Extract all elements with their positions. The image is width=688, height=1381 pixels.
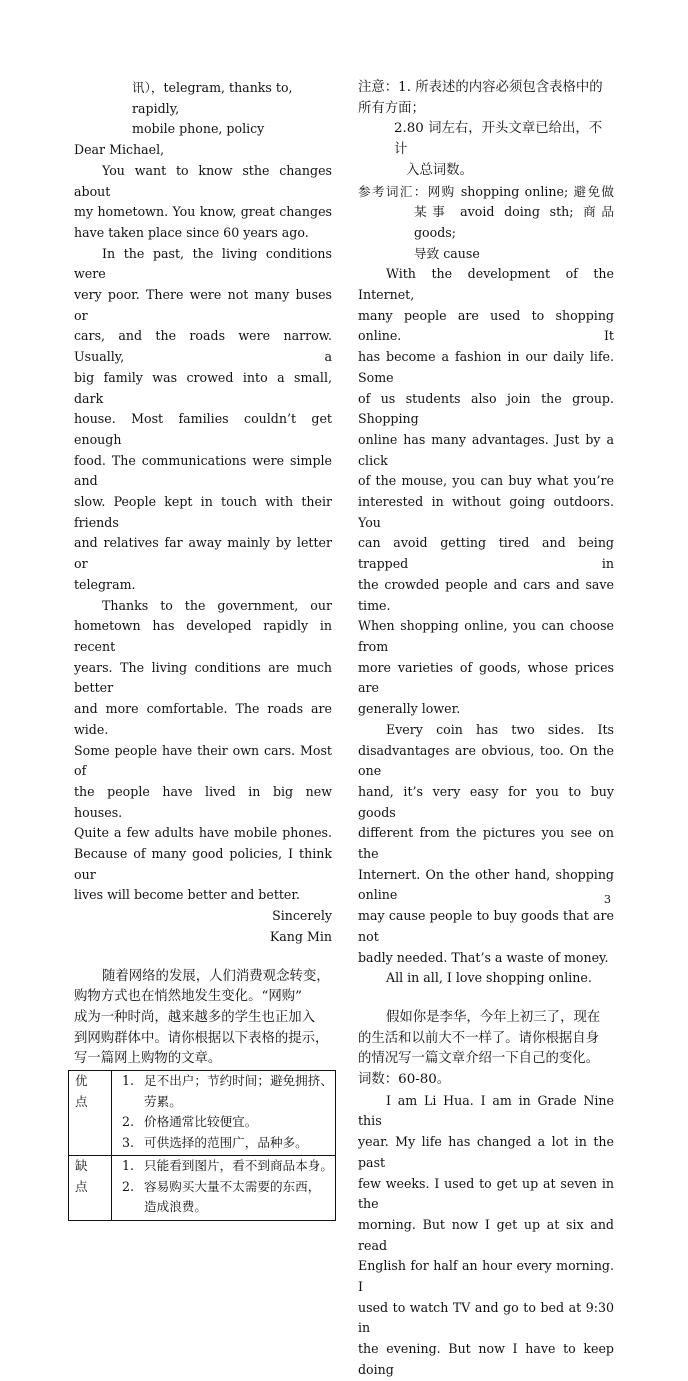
disadvantages-row <box>69 1156 336 1221</box>
text-line: Quite a few adults have mobile phones. <box>74 825 332 841</box>
task-intro <box>74 967 332 1071</box>
advantages-row <box>69 1071 336 1156</box>
text-line: 假如你是李华，今年上初三了，现在 <box>386 1009 601 1025</box>
text-line: English for half an hour every morning. I <box>358 1258 614 1295</box>
text-line: few weeks. I used to get up at seven in the <box>358 1175 614 1212</box>
text-line: of us students also join the group. Shopping <box>358 390 614 427</box>
text-line: badly needed. That’s a waste of money. <box>358 949 609 965</box>
text-line: Every coin has two sides. Its <box>386 721 614 737</box>
text-line: more varieties of goods, whose prices are <box>358 659 614 696</box>
text-line: used to watch TV and go to bed at 9:30 in <box>358 1299 614 1336</box>
text-line: cars, and the roads were narrow. Usually, a <box>74 328 332 365</box>
list-item: 1. 只能看到图片，看不到商品本身。 <box>122 1158 333 1174</box>
text-line: house. Most families couldn’t get enough <box>74 411 332 447</box>
left-column <box>74 78 332 1221</box>
text-line: 购物方式也在悄然地发生变化。“网购” <box>74 989 302 1005</box>
text-line: slow. People kept in touch with their friends <box>74 494 332 530</box>
text-line: and relatives far away mainly by letter or <box>74 535 332 572</box>
text-line: the crowded people and cars and save time. <box>358 576 614 613</box>
text-line: Some people have their own cars. Most of <box>74 742 332 779</box>
text-line: 导致 cause <box>414 245 480 261</box>
text-line: 随着网络的发展，人们消费观念转变， <box>102 968 330 984</box>
text-line: morning. But now I get up at six and read <box>358 1216 614 1253</box>
text-line: big family was crowed into a small, dark <box>74 369 332 406</box>
page-number: 3 <box>604 893 611 906</box>
disadvantages-list <box>112 1156 335 1220</box>
text-line: year. My life has changed a lot in the past <box>358 1134 614 1170</box>
disadvantages-label: 缺 点 <box>69 1156 112 1221</box>
text-line: of the mouse, you can buy what you’re <box>358 473 614 489</box>
text-line: 入总词数。 <box>406 162 473 178</box>
writing-notes <box>358 78 614 182</box>
text-line: my hometown. You know, great changes <box>74 204 332 220</box>
text-line: 参考词汇：网购 shopping online; 避免做 <box>358 183 614 199</box>
text-line: Internert. On the other hand, shopping online <box>358 866 614 903</box>
essay-paragraph-2 <box>358 720 614 968</box>
list-item: 2. 价格通常比较便宜。 <box>122 1114 258 1130</box>
disadvantages-list-cell <box>112 1156 336 1221</box>
letter-paragraph-2 <box>74 244 332 596</box>
text-line: many people are used to shopping online. It <box>358 307 614 344</box>
text-line: hand, it’s very easy for you to buy goods <box>358 783 614 820</box>
text-line: disadvantages are obvious, too. On the one <box>358 742 614 779</box>
vocab-hint-line: 讯），telegram, thanks to, rapidly, <box>132 80 293 116</box>
text-line: 的情况写一篇文章介绍一下自己的变化。 <box>358 1051 600 1067</box>
text-line: lives will become better and better. <box>74 887 301 903</box>
list-item: 3. 可供选择的范围广，品种多。 <box>122 1134 308 1150</box>
essay-2 <box>358 1091 614 1381</box>
advantages-list-cell <box>112 1071 336 1156</box>
essay-paragraph-3: All in all, I love shopping online. <box>386 970 592 986</box>
text-line: 词数：60-80。 <box>358 1072 451 1088</box>
vocab-hint-line: mobile phone, policy <box>132 121 265 137</box>
text-line: Because of many good policies, I think our <box>74 846 332 882</box>
text-line: When shopping online, you can choose from <box>358 618 614 654</box>
advantages-list <box>112 1071 335 1155</box>
text-line: In the past, the living conditions were <box>74 245 332 282</box>
right-column <box>358 78 614 1381</box>
letter-signature: Kang Min <box>269 928 332 944</box>
text-line: and more comfortable. The roads are wide. <box>74 701 332 737</box>
text-line: hometown has developed rapidly in recent <box>74 618 332 654</box>
pros-cons-table <box>68 1070 336 1221</box>
text-line: have taken place since 60 years ago. <box>74 224 309 240</box>
list-item: 2. 容易购买大量不太需要的东西， 造成浪费。 <box>122 1178 321 1215</box>
essay-paragraph-1 <box>358 264 614 719</box>
text-line: 某事 avoid doing sth; 商品 goods; <box>414 204 614 240</box>
text-line: You want to know sthe changes about <box>74 162 332 199</box>
text-line: generally lower. <box>358 701 461 717</box>
text-line: 的生活和以前大不一样了。请你根据自身 <box>358 1030 600 1046</box>
text-line: With the development of the Internet, <box>358 266 614 303</box>
letter-salutation: Dear Michael, <box>74 142 165 158</box>
reference-vocab <box>358 182 614 265</box>
text-line: interested in without going outdoors. You <box>358 494 614 530</box>
letter-paragraph-3 <box>74 596 332 907</box>
text-line: Thanks to the government, our <box>102 597 332 613</box>
text-line: different from the pictures you see on the <box>358 825 614 862</box>
text-line: the evening. But now I have to keep doing <box>358 1341 614 1377</box>
text-line: telegram. <box>74 576 136 592</box>
letter-paragraph-1 <box>74 161 332 244</box>
advantages-label: 优 点 <box>69 1071 112 1156</box>
text-line: may cause people to buy goods that are not <box>358 908 614 944</box>
text-line: I am Li Hua. I am in Grade Nine this <box>358 1092 614 1129</box>
text-line: food. The communications were simple and <box>74 452 332 489</box>
letter-closing: Sincerely <box>272 908 332 924</box>
text-line: the people have lived in big new houses. <box>74 783 332 820</box>
text-line: 写一篇网上购物的文章。 <box>74 1051 222 1067</box>
text-line: 所有方面； <box>358 100 425 116</box>
text-line: years. The living conditions are much better <box>74 659 332 696</box>
text-line: 注意：1. 所表述的内容必须包含表格中的 <box>358 80 603 95</box>
task-2-prompt <box>358 1008 614 1091</box>
text-line: very poor. There were not many buses or <box>74 287 332 323</box>
text-line: 到网购群体中。请你根据以下表格的提示， <box>74 1030 329 1046</box>
text-line: has become a fashion in our daily life. Some <box>358 349 614 385</box>
text-line: 成为一种时尚，越来越多的学生也正加入 <box>74 1009 316 1025</box>
text-line: 2.80 词左右，开头文章已给出，不计 <box>394 121 603 158</box>
text-line: can avoid getting tired and being trapped in <box>358 535 614 572</box>
text-line: online has many advantages. Just by a click <box>358 431 614 468</box>
list-item: 1. 足不出户；节约时间；避免拥挤、 劳累。 <box>122 1073 333 1109</box>
